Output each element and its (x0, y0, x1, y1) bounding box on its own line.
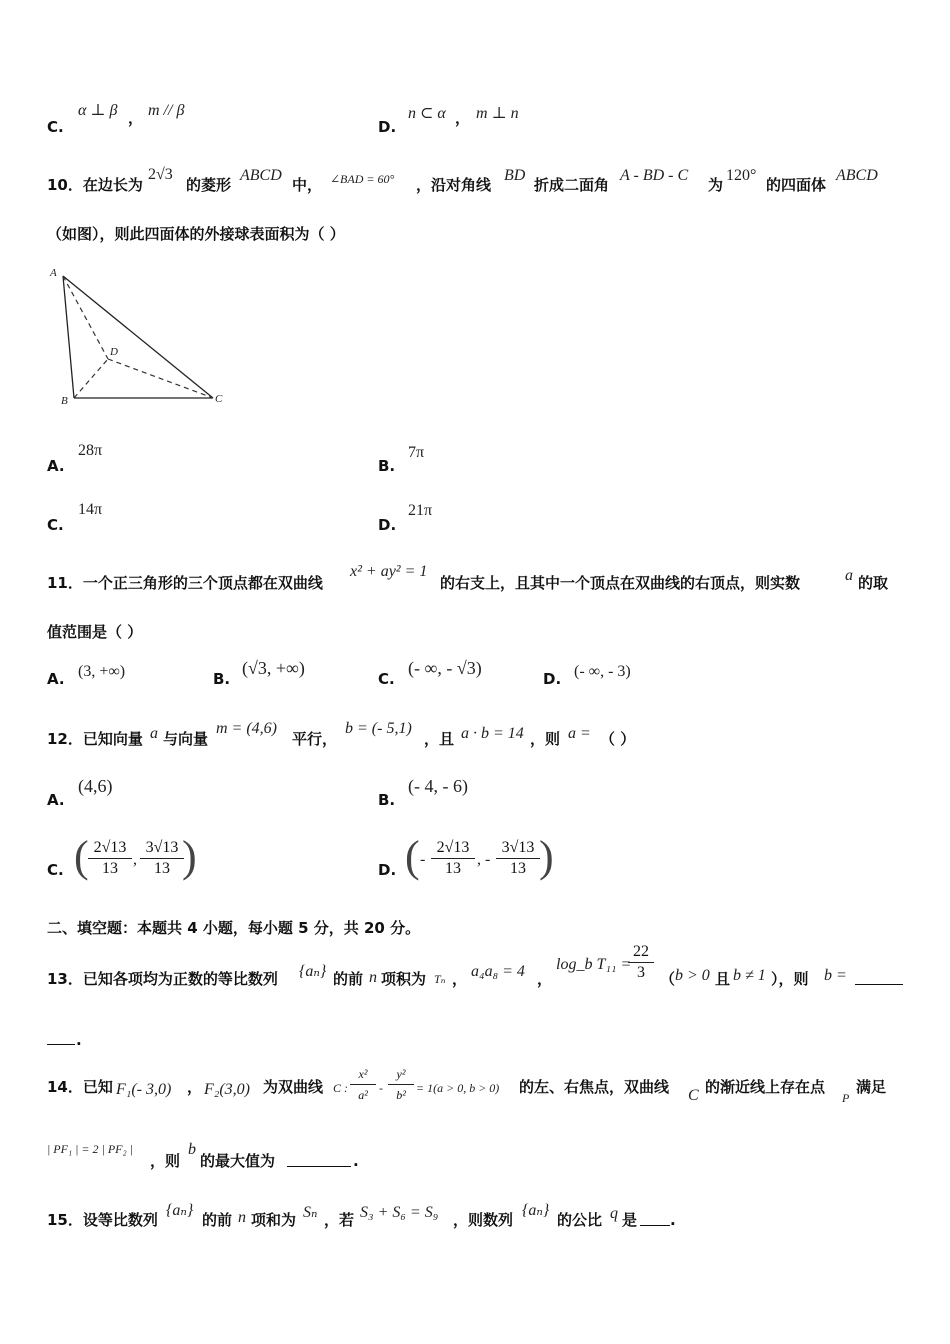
q9-option-d-label: D. (378, 118, 397, 136)
q14-text-4: 的左、右焦点，双曲线 (519, 1078, 670, 1096)
q11-math-a: a (845, 567, 853, 584)
q12-option-c-right-paren: ) (182, 832, 197, 881)
q14-math-frac2-den: b² (396, 1088, 406, 1102)
q12-option-c-comma: , (133, 851, 137, 868)
q12-text-5: ，则 (530, 730, 561, 748)
q12-option-a: (4,6) (78, 776, 113, 796)
q11-text-3: 的取 (858, 574, 889, 592)
q13-math-log: log_b T₁₁ = (556, 956, 632, 973)
q11-text-1: 11．一个正三角形的三个顶点都在双曲线 (47, 574, 323, 592)
q12-text-1: 12．已知向量 (47, 730, 143, 748)
q14-math-b: b (188, 1141, 196, 1158)
edge-ac (63, 276, 213, 398)
q10-option-c-label: C. (47, 516, 64, 534)
q11-option-d-label: D. (543, 670, 562, 688)
q11-option-b: (√3, +∞) (242, 658, 305, 678)
vertex-c-label: C (215, 393, 223, 405)
q10-text-5: 折成二面角 (534, 176, 610, 194)
q11-option-c-label: C. (378, 670, 395, 688)
q10-text-6: 为 (708, 176, 724, 194)
q10-text-1: 10．在边长为 (47, 176, 143, 194)
q12-option-d-frac1 (431, 838, 475, 879)
q12-math-a2: a = (568, 725, 591, 742)
q13-math-cond2: b ≠ 1 (733, 967, 766, 984)
q12-option-c-left-paren: ( (74, 832, 89, 881)
q13-answer-blank-2[interactable] (47, 1044, 75, 1045)
q12-option-c-label: C. (47, 861, 64, 879)
q12-math-b: b = (- 5,1) (345, 720, 412, 737)
q11-option-b-label: B. (213, 670, 231, 688)
vertex-d-label: D (110, 346, 118, 358)
q10-math-angle: ∠BAD = 60° (330, 172, 395, 186)
edge-bd (74, 359, 108, 398)
q15-math-n: n (238, 1209, 246, 1226)
q12-option-c-frac2-den: 13 (154, 860, 170, 877)
q15-text-6: 的公比 (557, 1211, 603, 1229)
q10-option-b: 7π (408, 444, 425, 461)
q12-option-d-label: D. (378, 861, 397, 879)
q15-text-7: 是 (622, 1211, 638, 1229)
q14-math-frac1-den: a² (358, 1088, 368, 1102)
q15-end-period: . (670, 1211, 676, 1229)
q11-option-d: (- ∞, - 3) (574, 663, 631, 680)
q13-text-1: 13．已知各项均为正数的等比数列 (47, 970, 278, 988)
q9-option-c-label: C. (47, 118, 64, 136)
q13-math-frac-den: 3 (637, 964, 645, 981)
q14-math-f1: F₁(- 3,0) (116, 1081, 172, 1098)
q9-option-d-math2: m ⊥ n (476, 105, 519, 122)
q13-math-an: {aₙ} (299, 963, 327, 980)
q10-text-2: 的菱形 (186, 176, 232, 194)
q12-math-a: a (150, 725, 158, 742)
q14-math-frac1 (350, 1064, 376, 1105)
q14-answer-blank[interactable] (287, 1166, 351, 1167)
q14-text-1: 14．已知 (47, 1078, 113, 1096)
edge-cd (108, 359, 213, 398)
q14-text-2: ， (187, 1078, 203, 1096)
q13-text-7: 且 (715, 970, 731, 988)
q10-option-a-label: A. (47, 457, 65, 475)
q10-math-abcd: ABCD (240, 167, 282, 184)
q12-math-m: m = (4,6) (216, 720, 278, 737)
q13-end-period: . (76, 1031, 82, 1049)
q12-text-2: 与向量 (163, 730, 209, 748)
q12-option-c-frac2-num: 3√13 (140, 838, 184, 859)
q15-answer-blank[interactable] (640, 1225, 670, 1226)
section-2-heading: 二、填空题：本题共 4 小题，每小题 5 分，共 20 分。 (47, 919, 421, 937)
vertex-a-label: A (50, 267, 57, 279)
q12-text-6: （ ） (600, 730, 636, 748)
q12-option-d-frac1-den: 13 (445, 860, 461, 877)
q14-math-f2: F₂(3,0) (204, 1081, 250, 1098)
q10-text-3: 中， (292, 176, 323, 194)
q10-math-side: 2√3 (148, 166, 173, 183)
q12-option-d-neg1: - (420, 851, 426, 868)
q13-math-cond1: b > 0 (675, 967, 710, 984)
q10-math-abcd-2: ABCD (836, 167, 878, 184)
q14-end-period: . (353, 1152, 359, 1170)
q15-math-an2: {aₙ} (522, 1202, 550, 1219)
q9-option-c-comma: ， (128, 109, 144, 127)
q14-math-cond: | PF₁ | = 2 | PF₂ | (47, 1142, 133, 1156)
q13-text-2: 的前 (333, 970, 364, 988)
q12-text-3: 平行， (292, 730, 338, 748)
q14-math-c: C : (333, 1081, 348, 1095)
q10-option-b-label: B. (378, 457, 396, 475)
q14-math-c2: C (688, 1087, 699, 1104)
q10-option-a: 28π (78, 442, 103, 459)
q15-text-4: ，若 (324, 1211, 355, 1229)
q9-option-d-math1: n ⊂ α (408, 105, 446, 122)
q13-math-n: n (369, 969, 377, 986)
q14-math-frac2-num: y² (388, 1064, 414, 1085)
q11-text-2: 的右支上，且其中一个顶点在双曲线的右顶点，则实数 (440, 574, 801, 592)
q13-text-4: ， (452, 970, 468, 988)
q10-option-c: 14π (78, 501, 103, 518)
q14-text-3: 为双曲线 (263, 1078, 324, 1096)
q15-text-2: 的前 (202, 1211, 233, 1229)
q12-option-c-frac1 (88, 838, 132, 879)
q11-math-curve: x² + ay² = 1 (350, 563, 428, 580)
q14-text-8: 的最大值为 (200, 1152, 276, 1170)
q14-math-p: P (842, 1091, 850, 1105)
q13-math-frac-num: 22 (628, 942, 654, 963)
q14-math-frac1-num: x² (350, 1064, 376, 1085)
q12-option-d-comma: , - (477, 851, 491, 868)
q12-option-b: (- 4, - 6) (408, 776, 468, 796)
q14-text-5: 的渐近线上存在点 (705, 1078, 826, 1096)
q14-math-minus: - (379, 1081, 383, 1095)
q9-option-c-math1: α ⊥ β (78, 102, 118, 119)
q15-math-sn: Sₙ (303, 1204, 318, 1221)
q13-text-3: 项积为 (381, 970, 427, 988)
q13-math-b: b = (824, 967, 847, 984)
q12-math-dot: a · b = 14 (461, 725, 524, 742)
q12-option-d-left-paren: ( (405, 832, 420, 881)
q10-math-dihedral: A - BD - C (620, 167, 689, 184)
q10-text-4: ，沿对角线 (416, 176, 492, 194)
q10-tetrahedron-figure (40, 262, 240, 412)
q13-text-5: ， (537, 970, 553, 988)
q15-math-an: {aₙ} (166, 1202, 194, 1219)
q13-answer-blank-1[interactable] (855, 984, 903, 985)
q10-text-line2: （如图），则此四面体的外接球表面积为（ ） (47, 225, 345, 243)
q10-option-d: 21π (408, 502, 433, 519)
q15-text-3: 项和为 (251, 1211, 297, 1229)
q11-option-a: (3, +∞) (78, 663, 126, 680)
q14-math-frac2 (388, 1064, 414, 1105)
q12-option-c-frac2 (140, 838, 184, 879)
q11-option-c: (- ∞, - √3) (408, 658, 482, 678)
q12-option-d-frac2-num: 3√13 (496, 838, 540, 859)
q11-option-a-label: A. (47, 670, 65, 688)
q12-option-d-frac2 (496, 838, 540, 879)
q15-text-1: 15．设等比数列 (47, 1211, 158, 1229)
q10-math-120: 120° (726, 167, 757, 184)
q12-option-d-right-paren: ) (539, 832, 554, 881)
q12-option-d-frac1-num: 2√13 (431, 838, 475, 859)
q10-option-d-label: D. (378, 516, 397, 534)
q13-math-tn: Tₙ (434, 972, 446, 986)
q15-text-5: ，则数列 (453, 1211, 514, 1229)
q10-text-7: 的四面体 (766, 176, 827, 194)
q13-text-6: （ (660, 970, 676, 988)
q15-math-q: q (610, 1205, 618, 1222)
q9-option-d-comma: ， (455, 109, 471, 127)
q11-text-line2: 值范围是（ ） (47, 623, 143, 641)
q13-math-frac (628, 942, 654, 983)
q13-math-a4a8: a₄a₈ = 4 (471, 963, 525, 980)
q12-option-a-label: A. (47, 791, 65, 809)
q12-option-c-frac1-den: 13 (102, 860, 118, 877)
q12-option-c-frac1-num: 2√13 (88, 838, 132, 859)
q14-text-7: ，则 (150, 1152, 181, 1170)
q15-math-eq: S₃ + S₆ = S₉ (360, 1204, 439, 1221)
vertex-b-label: B (61, 395, 68, 407)
q14-math-eq: = 1(a > 0, b > 0) (416, 1081, 500, 1095)
q12-option-d-frac2-den: 13 (510, 860, 526, 877)
q13-text-8: ），则 (771, 970, 809, 988)
q12-option-b-label: B. (378, 791, 396, 809)
q9-option-c-math2: m // β (148, 102, 185, 119)
q10-math-bd: BD (504, 167, 526, 184)
q12-text-4: ，且 (424, 730, 455, 748)
q14-text-6: 满足 (856, 1078, 887, 1096)
